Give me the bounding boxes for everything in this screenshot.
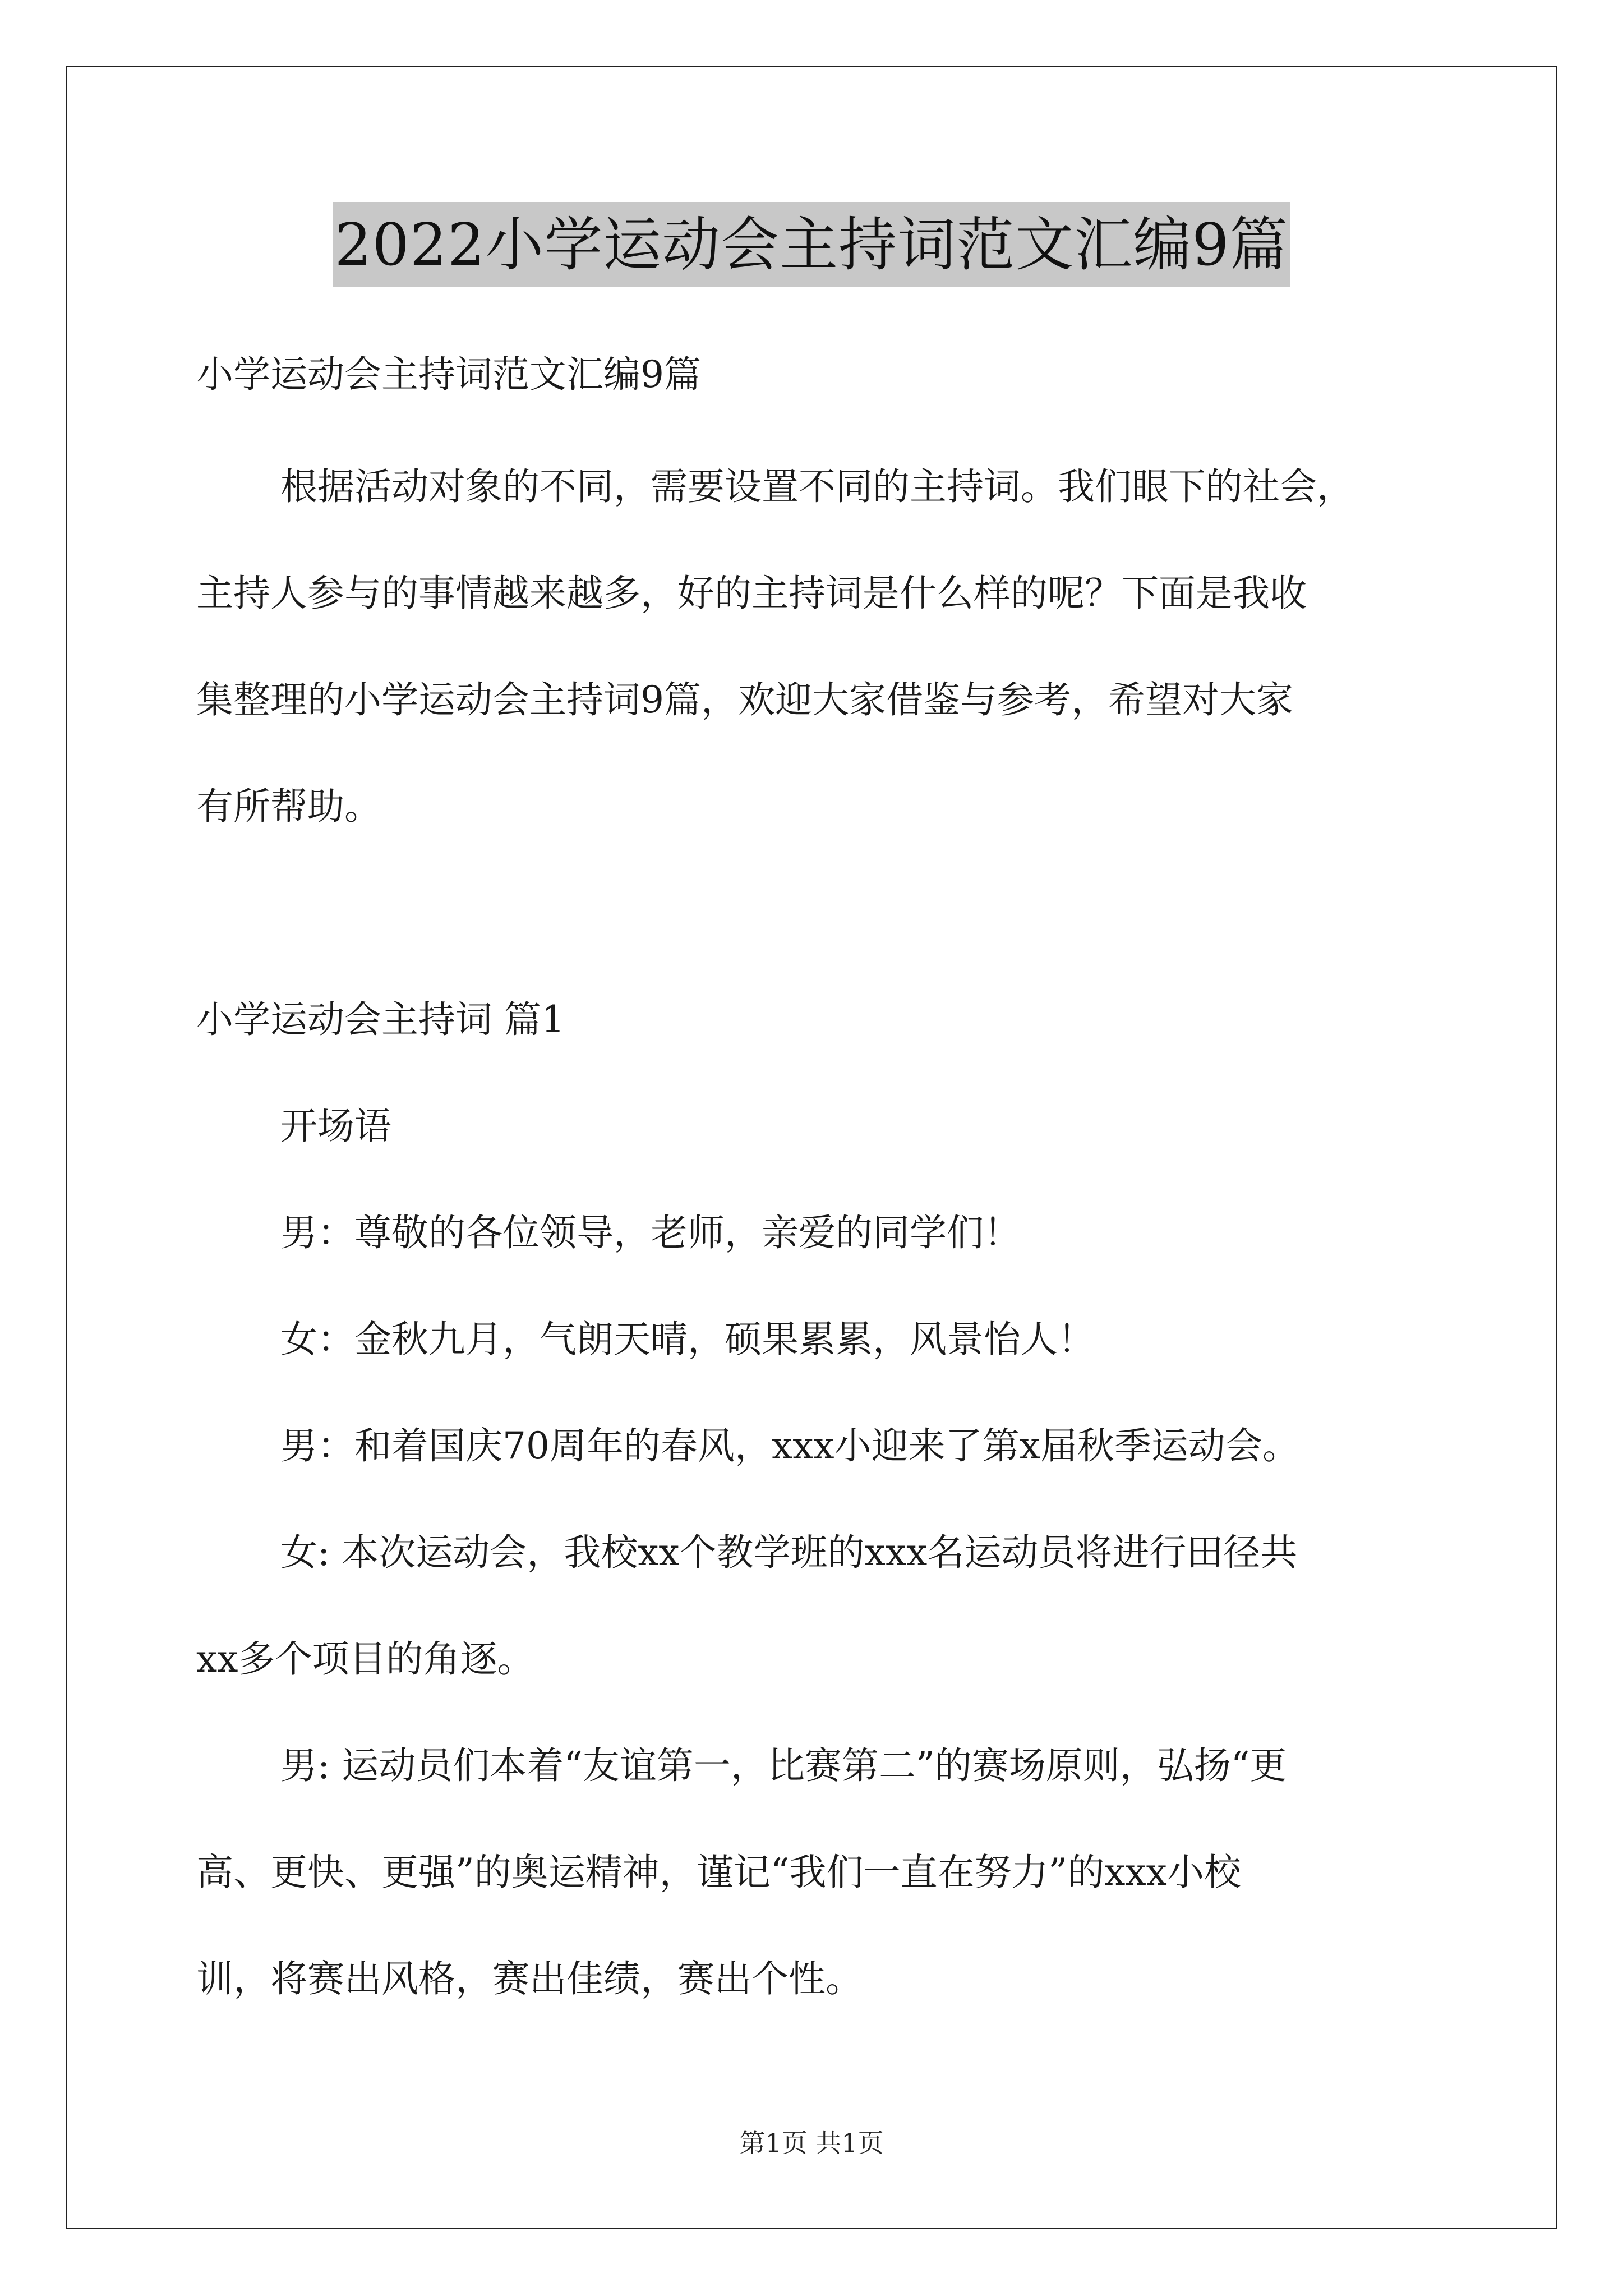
intro-line: 集整理的小学运动会主持词9篇，欢迎大家借鉴与参考，希望对大家	[196, 678, 1293, 721]
paragraph-line: 男：和着国庆70周年的春风，xxx小迎来了第x届秋季运动会。	[280, 1424, 1299, 1467]
document-subtitle: 小学运动会主持词范文汇编9篇	[196, 353, 701, 396]
paragraph-line: 高、更快、更强”的奥运精神，谨记“我们一直在努力”的xxx小校	[196, 1851, 1241, 1894]
paragraph-line: xx多个项目的角逐。	[196, 1637, 534, 1681]
section-heading: 小学运动会主持词 篇1	[196, 998, 565, 1041]
paragraph-line: 男: 运动员们本着“友谊第一，比赛第二”的赛场原则，弘扬“更	[280, 1744, 1287, 1787]
paragraph-line: 训，将赛出风格，赛出佳绩，赛出个性。	[196, 1957, 863, 2000]
paragraph-line: 女: 本次运动会，我校xx个教学班的xxx名运动员将进行田径共	[280, 1531, 1298, 1574]
intro-line: 根据活动对象的不同，需要设置不同的主持词。我们眼下的社会，	[280, 465, 1354, 508]
title-container	[0, 202, 1623, 287]
paragraph-line: 女：金秋九月，气朗天晴，硕果累累，风景怡人！	[280, 1318, 1095, 1361]
intro-line: 主持人参与的事情越来越多，好的主持词是什么样的呢？下面是我收	[196, 572, 1307, 615]
paragraph-line: 开场语	[280, 1105, 391, 1148]
paragraph-line: 男：尊敬的各位领导，老师，亲爱的同学们！	[280, 1211, 1021, 1254]
intro-line: 有所帮助。	[196, 785, 381, 828]
document-title: 2022小学运动会主持词范文汇编9篇	[333, 202, 1291, 287]
page-footer: 第1页 共1页	[739, 2128, 884, 2158]
